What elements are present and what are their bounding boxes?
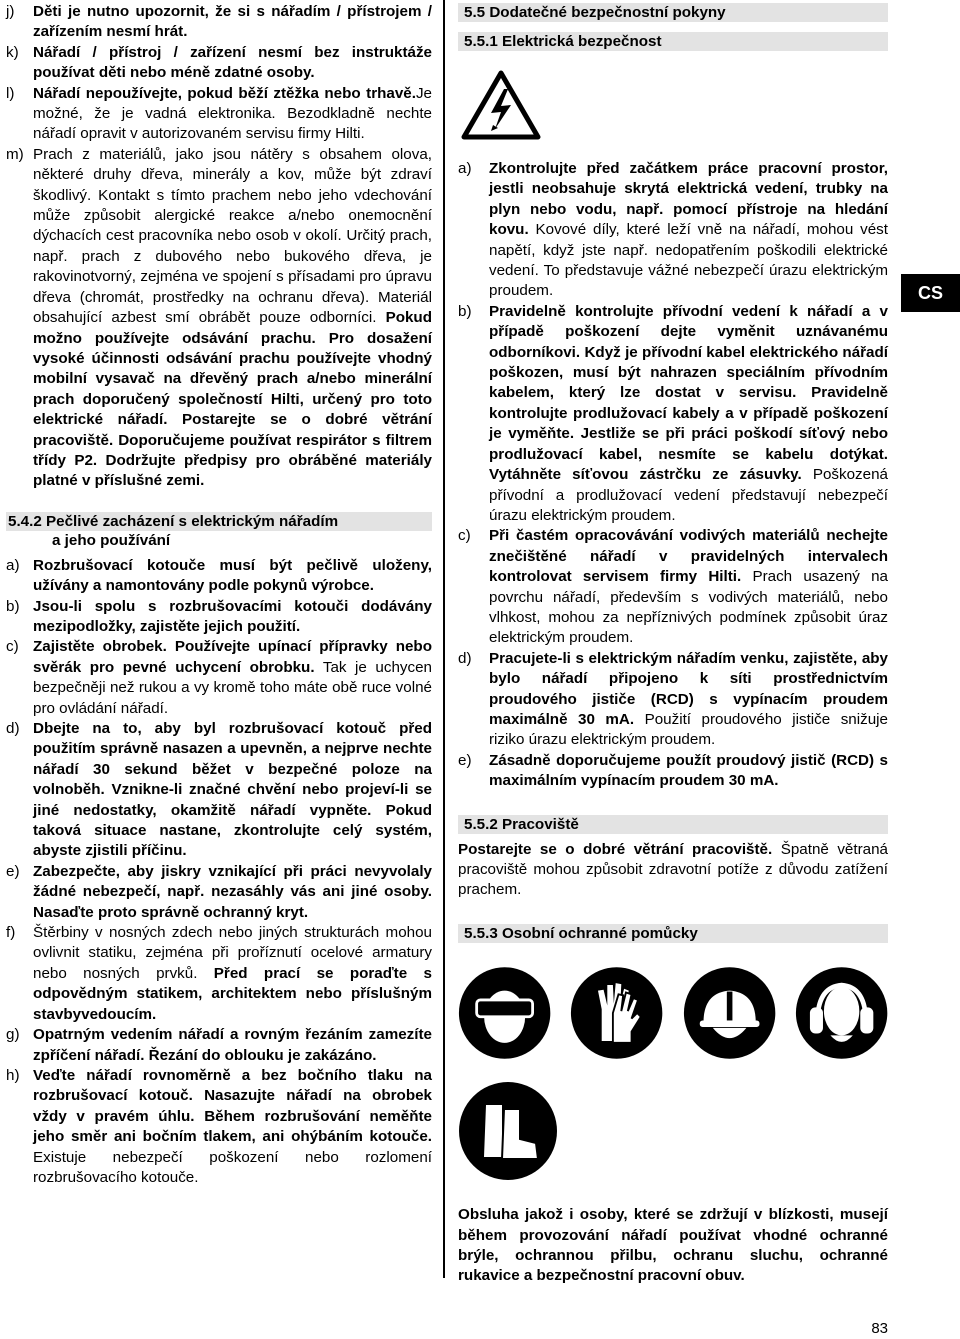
safety-goggles-icon — [458, 963, 551, 1063]
column-divider — [443, 0, 445, 1278]
ppe-icons-row — [458, 963, 888, 1063]
list-item-b: b) Jsou-li spolu s rozbrušovacími kotouči dodávány mezipodložky, zajistěte jejich použití. — [6, 597, 432, 635]
list-item-b: b) Pravidelně kontrolujte přívodní vedení k nářadí a v případě poškození dejte vyměnit uznávanému odborníkovi. Když je přívodní kabel elektrického nářadí poškozen, musí být nahrazen speciálním přívodním kabelem, který lze dostat v servisu. Pravidelně kontrolujte prodlužovací kabely a v případě poškození je vyměňte. Jestliže se při práci poškodí síťový nebo prodlužovací kabel, nesmíte se kabelu dotýkat. Vytáhněte síťovou zástrčku ze zásuvky. Poškozená přívodní a prodlužovací vedení představují nebezpečí úrazu elektrickým proudem. — [458, 302, 888, 524]
list-item-k: k) Nářadí / přístroj / zařízení nesmí bez instruktáže používat děti nebo méně zdatné osoby. — [6, 43, 432, 82]
list-item-c: c) Zajistěte obrobek. Používejte upínací přípravky nebo svěrák pro pevné uchycení obrobku. Tak je uchycen bezpečněji než rukou a vy kromě toho máte obě ruce volné pro ovládání nářadí. — [6, 638, 432, 717]
list-item-m: m) Prach z materiálů, jako jsou nátěry s obsahem olova, některé druhy dřeva, minerály a kov, může být zdraví škodlivý. Kontakt s tímto prachem nebo jeho vdechování může způsobit alergické reakce a/nebo onemocnění dýchacích cest pracovníka nebo osob v okolí. Určitý prach, např. prach z dubového nebo bukového dřeva, je rakovinotvorný, zejména ve spojení s přísadami pro úpravu dřeva (chromát, prostředky na ochranu dřeva). Materiál obsahující azbest smí obrábět pouze odborníci. Pokud možno používejte odsávání prachu. Pro dosažení vysoké účinnosti odsávání prachu používejte vhodný mobilní vysavač na dřevěný prach a/nebo minerální prach doporučený společností Hilti, určený pro toto elektrické nářadí. Postarejte se o dobré větrání pracoviště. Doporučujeme používat respirátor s filtrem třídy P2. Dodržujte předpisy pro obráběné materiály platné v příslušné zemi. — [6, 145, 432, 490]
section-heading-5-4-2-line2: a jeho používání — [52, 531, 171, 549]
list-item-d: d) Pracujete-li s elektrickým nářadím venku, zajistěte, aby bylo nářadí připojeno k síti prostřednictvím proudového jističe (RCD) s vypínacím proudem maximálně 30 mA. Použití proudového jističe snižuje riziko úrazu elektrickým proudem. — [458, 649, 888, 749]
language-tab: CS — [901, 274, 960, 312]
right-column — [458, 3, 888, 1287]
hard-hat-icon — [683, 963, 776, 1063]
list-item-d: d) Dbejte na to, aby byl rozbrušovací kotouč před použitím správně nasazen a upevněn, a nejprve nechte nářadí 30 sekund běžet v bezpečné poloze na volnoběh. Vznikne-li značné chvění nebo projeví-li se jiné nedostatky, okamžitě nářadí vypněte. Pokud taková situace nastane, zkontrolujte celý systém, abyste zjistili příčinu. — [6, 720, 432, 860]
list-item-g: g) Opatrným vedením nářadí a rovným řezáním zamezíte zpříčení nářadí. Řezání do oblouku je zakázáno. — [6, 1026, 432, 1064]
list-item-e: e) Zásadně doporučujeme použít proudový jistič (RCD) s maximálním vypínacím proudem 30 mA. — [458, 751, 888, 790]
section-heading-5-5: 5.5 Dodatečné bezpečnostní pokyny — [458, 3, 888, 22]
list-item-a: a) Zkontrolujte před začátkem práce pracovní prostor, jestli neobsahuje skrytá elektrická vedení, trubky na plyn nebo vodu, např. pomocí přístroje na hledání kovu. Kovové díly, které leží vně na nářadí, mohou vést napětí, když jste např. nedopatřením poškodili elektrické vedení. To představuje vážné nebezpečí úrazu elektrickým proudem. — [458, 160, 888, 300]
paragraph-workplace: Postarejte se o dobré větrání pracoviště. Špatně větraná pracoviště mohou způsobit zdravotní potíže z důvodu zatížení prachem. — [458, 840, 888, 899]
left-column — [6, 2, 432, 1188]
ear-protection-icon — [795, 963, 888, 1063]
list-item-h: h) Veďte nářadí rovnoměrně a bez bočního tlaku na rozbrušovací kotouč. Nasazujte nářadí na obrobek vždy v pravém úhlu. Během rozbrušování neměňte jeho směr ani bočním tlakem, ani ohýbáním kotouče. Existuje nebezpečí poškození nebo rozlomení rozbrušovacího kotouče. — [6, 1066, 432, 1186]
section-heading-5-5-3: 5.5.3 Osobní ochranné pomůcky — [458, 924, 888, 943]
warning-electric-icon — [461, 69, 541, 141]
list-item-c: c) Při častém opracovávání vodivých materiálů nechejte znečištěné nářadí v pravidelných intervalech kontrolovat servisem firmy Hilti. Prach usazený na povrchu nářadí, především s vodivých materiálů, nebo vlhkost, mohou za nepříznivých podmínek způsobit úraz elektrickým proudem. — [458, 527, 888, 647]
list-item-j: j) Děti je nutno upozornit, že si s nářadím / přístrojem / zařízením nesmí hrát. — [6, 3, 432, 41]
section-heading-5-4-2: 5.4.2 Pečlivé zacházení s elektrickým nářadím — [6, 512, 432, 531]
list-item-l: l) Nářadí nepoužívejte, pokud běží ztěžka nebo trhavě.Je možné, že je vadná elektronika. Bezodkladně nechte nářadí opravit v autorizovaném servisu firmy Hilti. — [6, 84, 432, 143]
list-item-e: e) Zabezpečte, aby jiskry vznikající při práci nevyvolaly žádné nebezpečí, např. nezasáhly vás ani jiné osoby. Nasaďte proto správně ochranný kryt. — [6, 862, 432, 921]
section-heading-5-5-1: 5.5.1 Elektrická bezpečnost — [458, 32, 888, 51]
paragraph-ppe: Obsluha jakož i osoby, které se zdržují v blízkosti, musejí během provozování nářadí používat vhodné ochranné brýle, ochrannou přilbu, ochranu sluchu, ochranné rukavice a bezpečnostní pracovní obuv. — [458, 1206, 888, 1285]
section-heading-5-5-2: 5.5.2 Pracoviště — [458, 815, 888, 834]
protective-gloves-icon — [570, 963, 663, 1063]
page-number: 83 — [871, 1320, 888, 1337]
list-item-a: a) Rozbrušovací kotouče musí být pečlivě uloženy, užívány a namontovány podle pokynů výrobce. — [6, 556, 432, 595]
safety-boots-icon — [458, 1081, 558, 1181]
list-item-f: f) Štěrbiny v nosných zdech nebo jiných strukturách mohou ovlivnit statiku, zejména při proříznutí ocelové armatury nebo nosných prvků. Před prací se poraďte s odpovědným statikem, architektem nebo příslušným stavbyvedoucím. — [6, 924, 432, 1023]
